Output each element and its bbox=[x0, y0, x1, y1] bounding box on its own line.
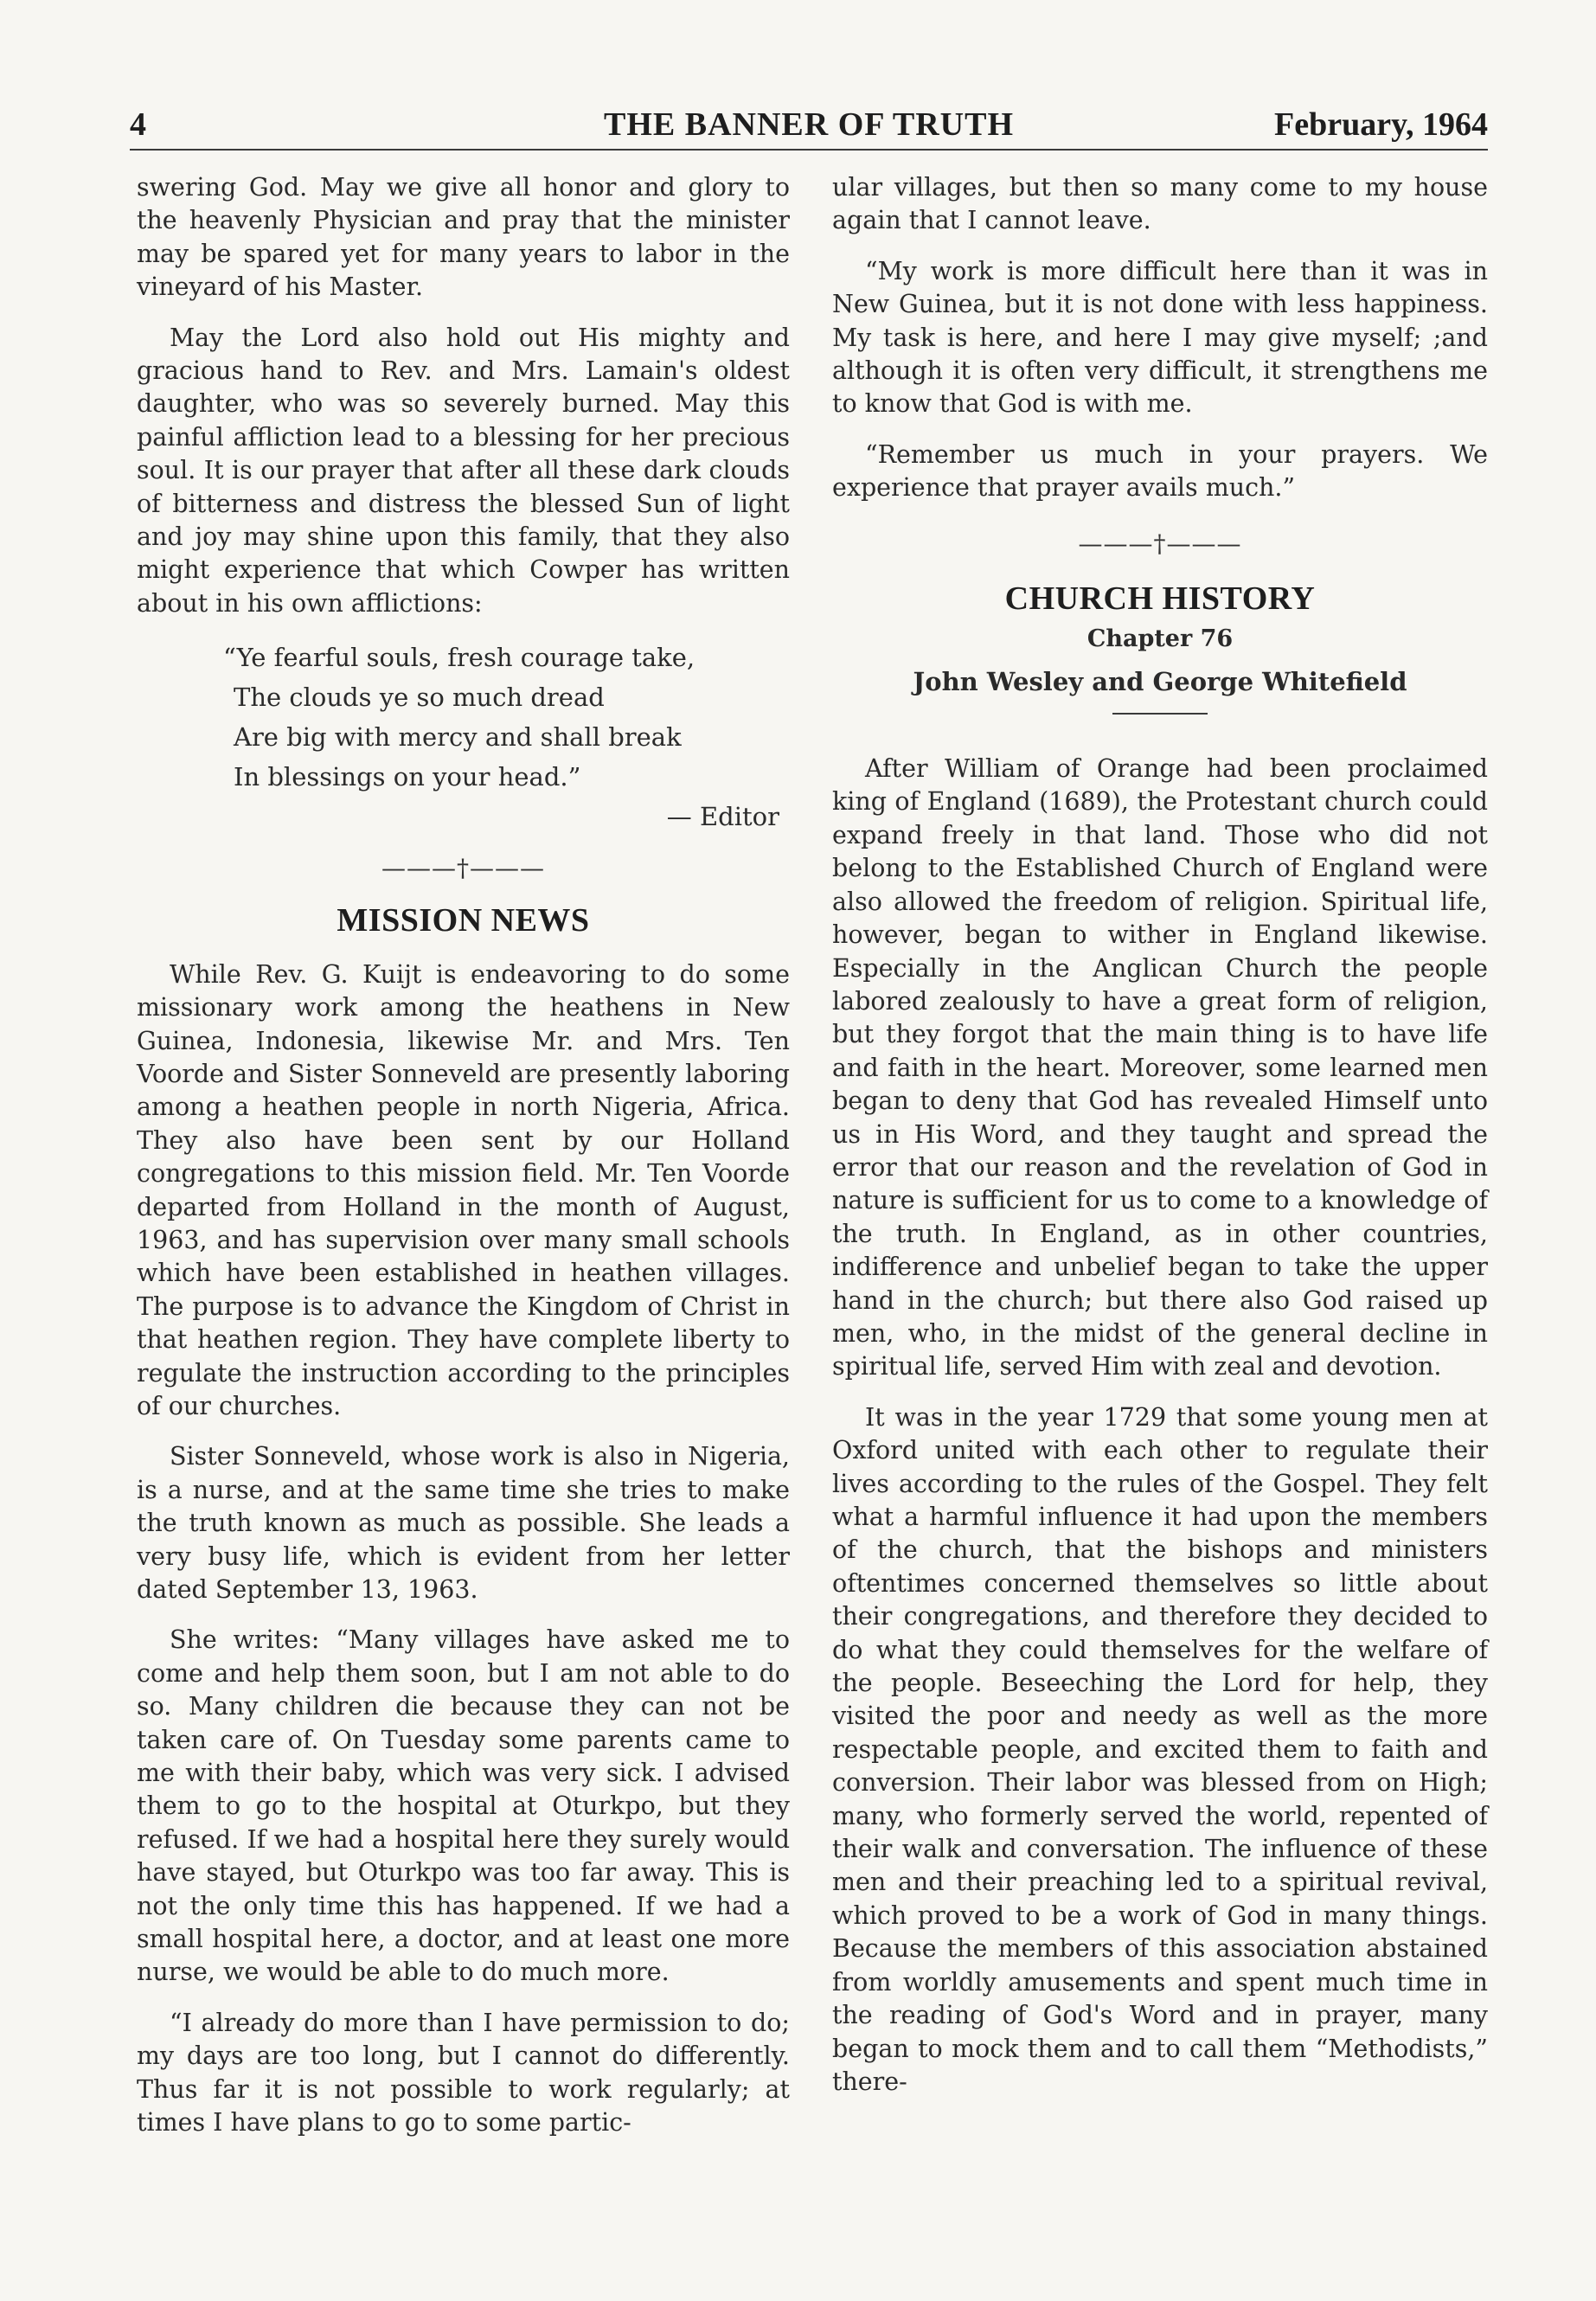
paragraph: “My work is more difficult here than it was in New Guinea, but it is not done with less happiness. My task is here, and here I may give myself; ;and although it is often very difficult, it strengthens me to know that God is with me. bbox=[832, 256, 1488, 419]
publication-title: THE BANNER OF TRUTH bbox=[603, 106, 1015, 143]
subtitle-rule bbox=[1112, 713, 1208, 715]
paragraph: May the Lord also hold out His mighty and gracious hand to Rev. and Mrs. Lamain's oldest daughter, who was so severely burned. May this painful affliction lead to a blessing for her precious soul. It is our prayer that after all these dark clouds of bitterness and distress the blessed Sun of light and joy may shine upon this family, that they also might experience that which Cowper has written about in his own afflictions: bbox=[137, 323, 790, 618]
left-column bbox=[137, 171, 790, 2157]
section-divider: ———†——— bbox=[1078, 529, 1242, 558]
chapter-label: Chapter 76 bbox=[1086, 625, 1234, 653]
paragraph: “Remember us much in your prayers. We experience that prayer avails much.” bbox=[832, 439, 1488, 503]
poem-quote bbox=[223, 638, 790, 797]
poem-line: In blessings on your head.” bbox=[234, 762, 581, 792]
paragraph: swering God. May we give all honor and glory to the heavenly Physician and pray that the minister may be spared yet for many years to labor in the vineyard of his Master. bbox=[137, 173, 790, 302]
paragraph: ular villages, but then so many come to my house again that I cannot leave. bbox=[832, 173, 1488, 235]
right-column bbox=[832, 171, 1488, 2116]
section-divider: ———†——— bbox=[381, 854, 545, 883]
page-number: 4 bbox=[130, 106, 146, 143]
editor-signature: — Editor bbox=[666, 802, 779, 832]
paragraph: She writes: “Many villages have asked me to come and help them soon, but I am not able to do so. Many children die because they can not be taken care of. On Tuesday some parents came to me with their baby, which was very sick. I advised them to go to the hospital at Oturkpo, but they refused. If we had a hospital here they surely would have stayed, but Oturkpo was too far away. This is not the only time this has happened. If we had a small hospital here, a doctor, and at least one more nurse, we would be able to do much more. bbox=[137, 1625, 790, 1987]
issue-date: February, 1964 bbox=[1274, 106, 1488, 143]
mission-news-heading: MISSION NEWS bbox=[337, 901, 590, 939]
paragraph: “I already do more than I have permission to do; my days are too long, but I cannot do differently. Thus far it is not possible to work regularly; at times I have plans to go to some partic- bbox=[137, 2008, 790, 2138]
paragraph: While Rev. G. Kuijt is endeavoring to do some missionary work among the heathens in New Guinea, Indonesia, likewise Mr. and Mrs. Ten Voorde and Sister Sonneveld are presently laboring among a heathen people in north Nigeria, Africa. They also have been sent by our Holland congregations to this mission field. Mr. Ten Voorde departed from Holland in the month of August, 1963, and has supervision over many small schools which have been established in heathen villages. The purpose is to advance the Kingdom of Christ in that heathen region. They have complete liberty to regulate the instruction according to the principles of our churches. bbox=[137, 959, 790, 1420]
chapter-subtitle: John Wesley and George Whitefield bbox=[913, 667, 1407, 697]
header-rule bbox=[130, 149, 1488, 151]
poem-line: “Ye fearful souls, fresh courage take, bbox=[223, 643, 695, 673]
poem-line: Are big with mercy and shall break bbox=[234, 722, 682, 753]
poem-line: The clouds ye so much dread bbox=[234, 683, 605, 713]
paragraph: Sister Sonneveld, whose work is also in Nigeria, is a nurse, and at the same time she tries to make the truth known as much as possible. She leads a very busy life, which is evident from her letter dated September 13, 1963. bbox=[137, 1442, 790, 1604]
paragraph: It was in the year 1729 that some young men at Oxford united with each other to regulate their lives according to the rules of the Gospel. They felt what a harmful influence it had upon the members of the church, that the bishops and ministers oftentimes concerned themselves so little about their congregations, and therefore they decided to do what they could themselves for the welfare of the people. Beseeching the Lord for help, they visited the poor and needy as well as the more respectable people, and excited them to faith and conversion. Their labor was blessed from on High; many, who formerly served the world, repented of their walk and conversation. The influence of these men and their preaching led to a spiritual revival, which proved to be a work of God in many things. Because the members of this association abstained from worldly amusements and spent much time in the reading of God's Word and in prayer, many began to mock them and to call them “Methodists,” there- bbox=[832, 1402, 1488, 2096]
church-history-heading: CHURCH HISTORY bbox=[1004, 580, 1316, 618]
paragraph: After William of Orange had been proclaimed king of England (1689), the Protestant church could expand freely in that land. Those who did not belong to the Established Church of England were also allowed the freedom of religion. Spiritual life, however, began to wither in England likewise. Especially in the Anglican Church the people labored zealously to have a great form of religion, but they forgot that the main thing is to have life and faith in the heart. Moreover, some learned men began to deny that God has revealed Himself unto us in His Word, and they taught and spread the error that our reason and the revelation of God in nature is sufficient for us to come to a knowledge of the truth. In England, as in other countries, indifference and unbelief began to take the upper hand in the church; but there also God raised up men, who, in the midst of the general decline in spiritual life, served Him with zeal and devotion. bbox=[832, 754, 1488, 1381]
page-header bbox=[130, 106, 1488, 151]
